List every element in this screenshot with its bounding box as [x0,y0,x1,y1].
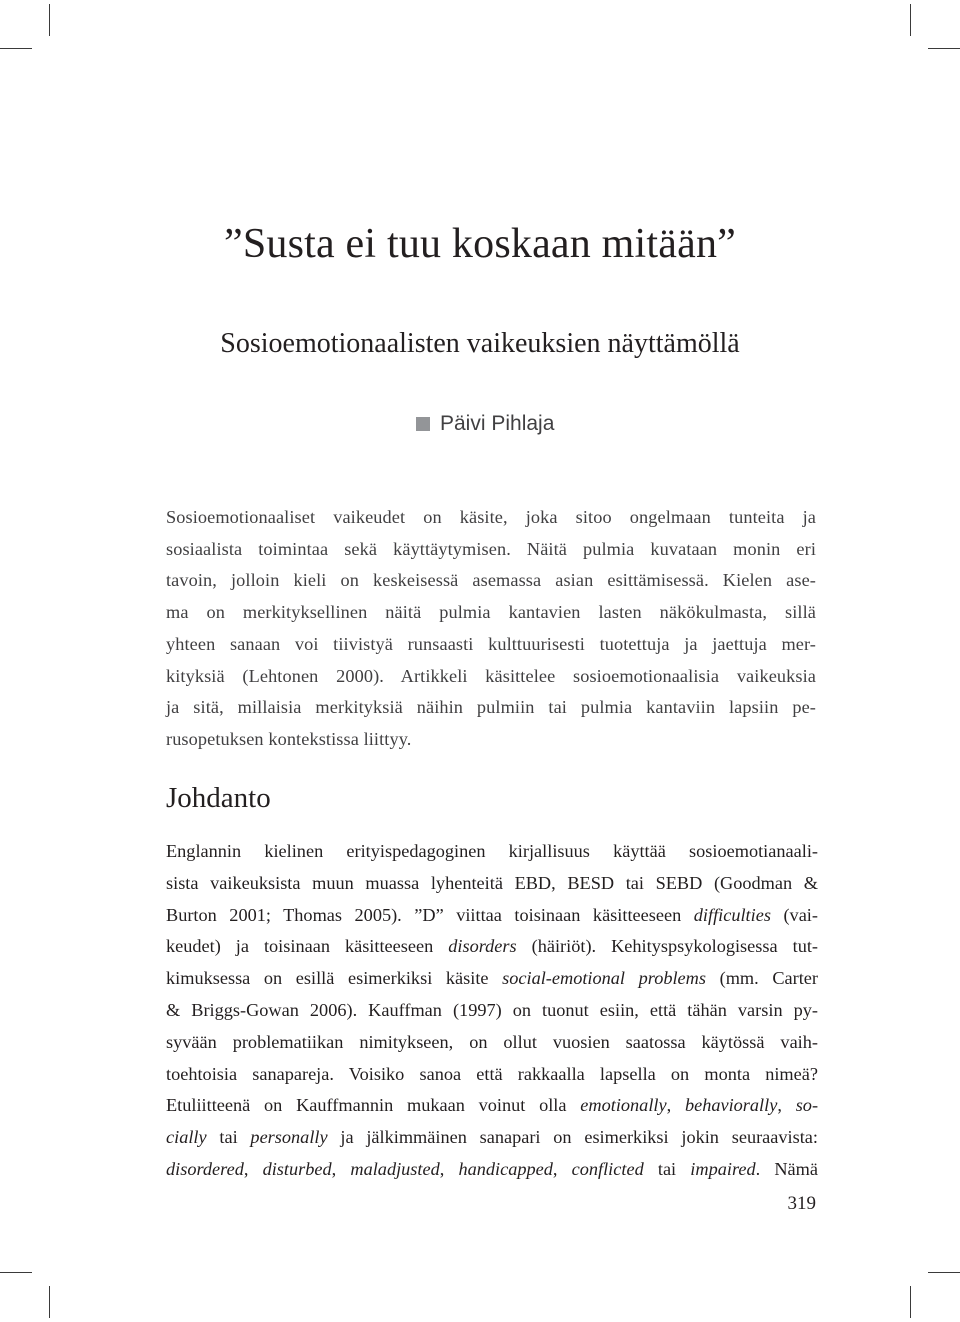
abstract-line: kityksiä (Lehtonen 2000). Artikkeli käsittelee sosioemotionaalisia vaikeuksia [166,665,816,686]
italic-term: personally [250,1127,328,1148]
italic-term: difficulties [693,904,771,925]
abstract-line: ja sitä, millaisia merkityksiä näihin pulmiin tai pulmia kantaviin lapsiin pe- [166,697,816,718]
body-line [166,1059,818,1091]
text-run: , [331,1158,351,1179]
italic-term: handicapped [458,1158,553,1179]
italic-term: emotionally [580,1095,667,1116]
abstract-line: rusopetuksen kontekstissa liittyy. [166,728,412,749]
text-run: & Briggs-Gowan 2006). Kauffman (1997) on tuonut esiin, että tähän varsin py- [166,999,818,1020]
crop-mark [0,1272,32,1273]
text-run: toehtoisia sanapareja. Voisiko sanoa että rakkaalla lapsella on monta nimeä? [166,1063,818,1084]
author-name: Päivi Pihlaja [440,412,555,435]
crop-mark [928,48,960,49]
abstract-line: sosiaalista toimintaa sekä käyttäytymisen. Näitä pulmia kuvataan monin eri [166,538,816,559]
crop-mark [910,1286,911,1318]
article-title: ”Susta ei tuu koskaan mitään” [224,221,736,267]
italic-term: cially [166,1127,207,1148]
text-run: Burton 2001; Thomas 2005). ”D” viittaa toisinaan käsitteeseen [166,904,694,925]
text-run: kimuksessa on esillä esimerkiksi käsite [166,968,503,989]
text-run: , [439,1158,459,1179]
abstract-line: ma on merkityksellinen näitä pulmia kantavien lasten näkökulmasta, sillä [166,602,816,623]
body-line [166,1027,818,1059]
crop-mark [910,4,911,36]
text-run: ja jälkimmäinen sanapari on esimerkiksi jokin seuraavista: [327,1127,819,1148]
body-text [166,836,818,1186]
italic-term: behaviorally [684,1095,778,1116]
italic-term: conflicted [571,1158,644,1179]
body-line [166,1090,818,1122]
text-run: keudet) ja toisinaan käsitteeseen [166,936,449,957]
section-heading: Johdanto [166,782,271,814]
crop-mark [0,48,32,49]
crop-mark [49,1286,50,1318]
italic-term: disorders [448,936,517,957]
italic-term: disturbed [262,1158,332,1179]
body-line [166,995,818,1027]
text-run: , [777,1095,796,1116]
text-run: , [666,1095,685,1116]
article-subtitle: Sosioemotionaalisten vaikeuksien näyttämöllä [220,328,740,359]
text-run: (vai- [770,904,818,925]
italic-term: maladjusted [350,1158,440,1179]
text-run: (mm. Carter [706,968,818,989]
abstract [166,502,816,756]
square-bullet-icon [416,417,430,431]
italic-term: so- [795,1095,819,1116]
text-run: , [243,1158,263,1179]
abstract-line: tavoin, jolloin kieli on keskeisessä asemassa asian esittämisessä. Kielen ase- [166,570,816,591]
author-byline [416,409,554,439]
text-run: tai [643,1158,691,1179]
crop-mark [928,1272,960,1273]
body-line [166,931,818,963]
body-line [166,836,818,868]
crop-mark [49,4,50,36]
text-run: (häiriöt). Kehityspsykologisessa tut- [516,936,818,957]
text-run: tai [206,1127,251,1148]
italic-term: disordered [166,1158,244,1179]
abstract-line: yhteen sanaan voi tiivistyä runsaasti kulttuurisesti tuotettuja ja jaettuja mer- [166,633,816,654]
body-line [166,1122,818,1154]
text-run: syvään problematiikan nimitykseen, on ollut vuosien saatossa käytössä vaih- [166,1031,818,1052]
italic-term: social-emotional problems [502,968,706,989]
text-run: Etuliitteenä on Kauffmannin mukaan voinut olla [166,1095,581,1116]
abstract-line: Sosioemotionaaliset vaikeudet on käsite, joka sitoo ongelmaan tunteita ja [166,507,816,527]
body-line [166,900,818,932]
body-line [166,1154,818,1186]
italic-term: impaired [690,1158,756,1179]
page-number: 319 [787,1193,816,1214]
text-run: sista vaikeuksista muun muassa lyhenteitä EBD, BESD tai SEBD (Goodman & [166,872,818,893]
body-line [166,963,818,995]
text-run: Englannin kielinen erityispedagoginen kirjallisuus käyttää sosioemotianaali- [166,841,818,861]
text-run: , [552,1158,572,1179]
text-run: . Nämä [755,1158,819,1179]
body-line [166,868,818,900]
